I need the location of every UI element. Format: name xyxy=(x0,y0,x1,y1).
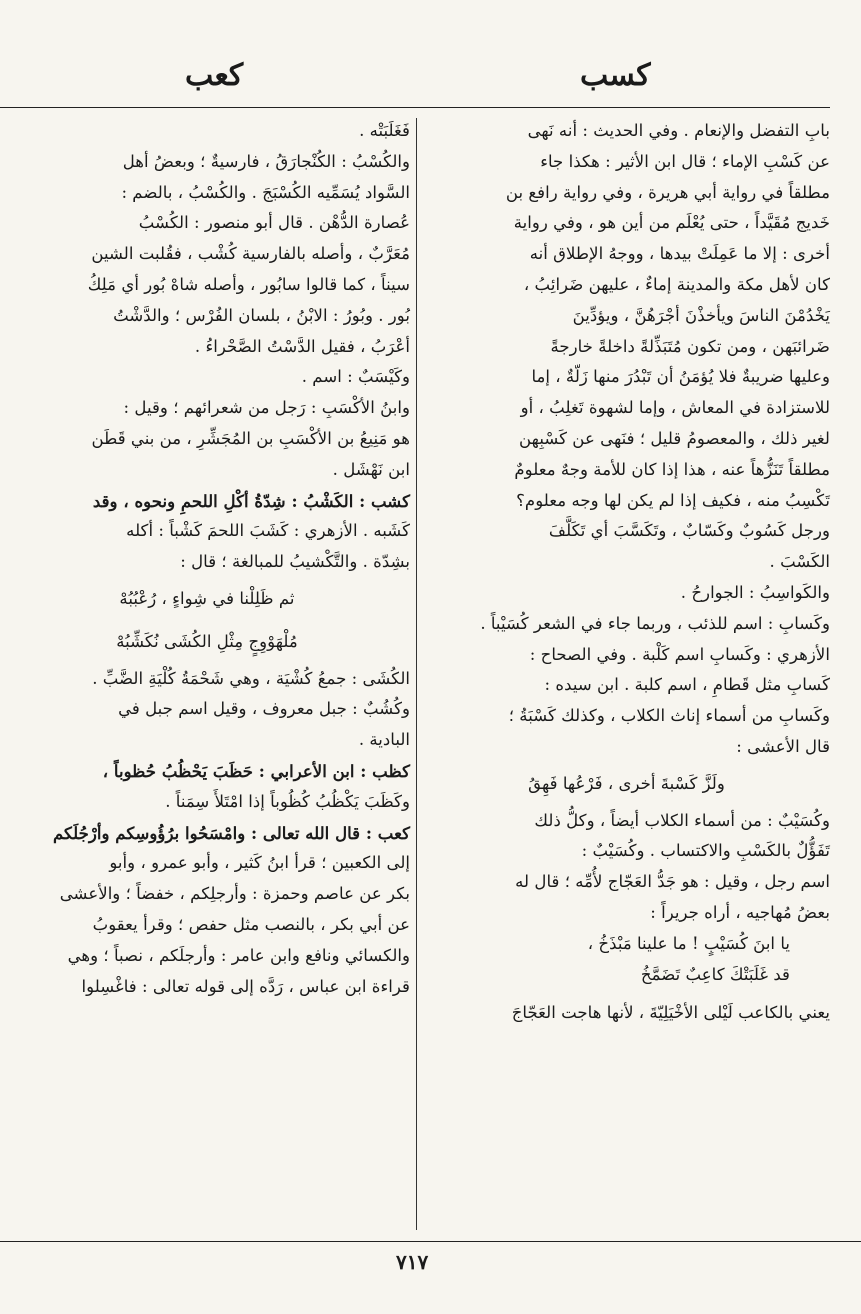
text-line: بُور . وبُورُ : الابْنُ ، بلسان الفُرْس ؛ والدَّشْتُ xyxy=(113,305,410,325)
text-line: عن أبي بكر ، بالنصب مثل حفص ؛ وقرأ يعقوبُ xyxy=(92,914,410,934)
text-line: وابنُ الأكْسَبِ : رَجل من شعرائهم ؛ وقيل : xyxy=(123,398,410,418)
text-line: أعْرَبُ ، فقيل الدَّسْتُ الصَّحْراءُ . xyxy=(194,336,410,356)
text-line: الكُشَى : جمعُ كُشْيَة ، وهي شَحْمَةُ كُلْيَةِ الضَّبِّ . xyxy=(92,668,410,688)
text-line: بابِ التفضل والإنعام . وفي الحديث : أنه نَهى xyxy=(527,121,830,140)
page-number: ٧١٧ xyxy=(396,1250,429,1274)
text-line: سيناً ، كما قالوا سابُور ، وأصله شاهْ بُور أي مَلِكُ xyxy=(87,274,410,294)
text-line: الأزهري : وكَسابِ اسم كَلْبة . وفي الصحاح : xyxy=(529,644,830,664)
text-line: أخرى : إلا ما عَمِلَتْ بيدها ، ووجهُ الإطلاق أنه xyxy=(529,244,830,264)
text-line: مطلقاً في رواية أبي هريرة ، وفي رواية رافع بن xyxy=(505,182,830,202)
verse-line: يا ابنَ كُسَيْبٍ ! ما علينا مَبْذَخُ ، xyxy=(587,933,790,953)
left-column xyxy=(4,116,410,1002)
entry-kazab: كظب : ابن الأعرابي : حَظَبَ يَحْظُبُ حُظوباً ، xyxy=(102,760,410,781)
text-line: وكَيْسَبٌ : اسم . xyxy=(301,367,410,387)
text-line: والكُسْبُ : الكُنْجارَقُ ، فارسيةٌ ؛ وبعضُ أهل xyxy=(122,151,410,171)
text-line: فَغَلَبَتْه . xyxy=(359,121,410,140)
text-line: كَشَبه . الأزهري : كَشَبَ اللحمَ كَشْباً : أكله xyxy=(126,521,410,541)
text-line: هو مَنِيعُ بن الأكْسَبِ بن المُجَشِّرِ ، من بني قَطَن xyxy=(91,428,410,448)
text-line: ورجل كَسُوبٌ وكَسّابٌ ، وتَكَسَّبَ أي تَكَلَّفَ xyxy=(548,521,830,541)
text-line: وكَسابِ من أسماء إناث الكلاب ، وكذلك كَسْبَةُ ؛ xyxy=(508,706,830,726)
right-header-word: كسب xyxy=(580,58,651,93)
text-line: لغير ذلك ، والمعصومُ قليل ؛ فنَهى عن كَسْبِهن xyxy=(519,428,830,448)
text-line: يعني بالكاعب لَيْلى الأخْيَلِيّةَ ، لأنها هاجت العَجّاجَ xyxy=(511,1003,830,1023)
text-line: والكسائي ونافع وابن عامر : وأرجلَكم ، نصباً ؛ وهي xyxy=(67,945,410,965)
right-column xyxy=(423,116,830,1029)
text-line: مُعَرَّبٌ ، وأصله بالفارسية كُشْب ، فقُلبت الشين xyxy=(91,244,410,264)
verse-line: ولَزَّ كَسْبةَ أخرى ، فَرْعُها فَهِقُ xyxy=(528,773,725,793)
text-line: وعليها ضريبةٌ فلا يُؤمَنُ أن تَبْدُرَ منها زَلّةٌ ، إما xyxy=(531,367,830,387)
text-line: قال الأعشى : xyxy=(736,736,830,756)
text-line: وكُشُبٌ : جبل معروف ، وقيل اسم جبل في xyxy=(118,699,410,719)
verse-line: ثم ظَلِلْنا في شِواءٍ ، رُعْبُبُهْ xyxy=(119,588,295,608)
left-header-word: كعب xyxy=(185,58,244,93)
entry-kaab: كعب : قال الله تعالى : وامْسَحُوا برُؤُوسِكم وأرْجُلَكم xyxy=(52,822,410,843)
text-line: عُصارة الدُّهْن . قال أبو منصور : الكُسْبُ xyxy=(138,213,410,233)
text-line: وكَظَبَ يَكْظُبُ كُظُوباً إذا امْتَلأَ سِمَناً . xyxy=(165,791,410,811)
text-line: اسم رجل ، وقيل : هو جَدُّ العَجّاج لأُمِّه ؛ قال له xyxy=(515,872,830,892)
verse-line: قد غَلَبَتْكَ كاعِبٌ تَضَمَّخُ xyxy=(640,964,790,984)
text-line: السَّواد يُسَمِّيه الكُسْبَجَ . والكُسْبُ ، بالضم : xyxy=(121,182,410,202)
text-line: بكر عن عاصم وحمزة : وأرجلِكم ، خفضاً ؛ والأعشى xyxy=(59,884,410,904)
text-line: للاستزادة في المعاش ، وإما لشهوة تَغلِبُ ، أو xyxy=(520,398,830,418)
text-line: بعضُ مُهاجيه ، أراه جريراً : xyxy=(650,902,830,922)
text-line: إلى الكعبين ؛ قرأ ابنُ كَثير ، وأبو عمرو ، وأبو xyxy=(109,853,410,873)
column-divider xyxy=(416,118,417,1230)
bottom-rule xyxy=(0,1241,861,1242)
text-line: تَكْسِبُ منه ، فكيف إذا لم يكن لها وجه معلوم؟ xyxy=(516,490,830,510)
text-line: خَديج مُقَيَّداً ، حتى يُعْلَم من أين هو ، وفي رواية xyxy=(513,213,830,233)
top-rule xyxy=(0,107,830,108)
text-line: كان لأهل مكة والمدينة إماءٌ ، عليهن ضَرائِبُ ، xyxy=(523,274,830,294)
text-line: بشِدّة . والتَّكْشيبُ للمبالغة ؛ قال : xyxy=(180,552,410,572)
text-line: الكَسْبَ . xyxy=(769,552,830,572)
text-line: ابن نَهْشَل . xyxy=(332,459,410,479)
text-line: وكُسَيْبٌ : من أسماء الكلاب أيضاً ، وكلُّ ذلك xyxy=(534,810,830,830)
text-line: تَفَؤُّلٌ بالكَسْبِ والاكتساب . وكُسَيْبٌ : xyxy=(581,841,830,861)
text-line: يَخْدُمْنَ الناسَ ويأخذْنَ أجْرَهُنَّ ، ويؤدِّينَ xyxy=(572,305,830,325)
text-line: والكَواسِبُ : الجوارحُ . xyxy=(680,582,830,602)
text-line: قراءة ابن عباس ، رَدَّه إلى قوله تعالى : فاغْسِلوا xyxy=(81,976,410,996)
text-line: مطلقاً تَنَزُّهاً عنه ، هذا إذا كان للأمة وجهٌ معلومٌ xyxy=(514,459,830,479)
verse-line: مُلْهَوْوِجٍ مِثْلِ الكُشَى نُكَشِّبُهْ xyxy=(116,631,298,651)
text-line: عن كَسْبِ الإماء ؛ قال ابن الأثير : هكذا جاء xyxy=(540,151,830,171)
text-line: البادية . xyxy=(358,730,410,750)
text-line: كَسابِ مثل قَطامِ ، اسم كلبة . ابن سيده : xyxy=(544,675,830,695)
text-line: وكَسابِ : اسم للذئب ، وربما جاء في الشعر كُسَيْباً . xyxy=(480,613,830,633)
text-line: ضَرائبَهن ، ومن تكون مُتَبَذِّلةً داخلةً خارجةً xyxy=(550,336,830,356)
entry-kashab: كشب : الكَشْبُ : شِدّةُ أكْلِ اللحمِ ونحوه ، وقد xyxy=(92,490,410,511)
